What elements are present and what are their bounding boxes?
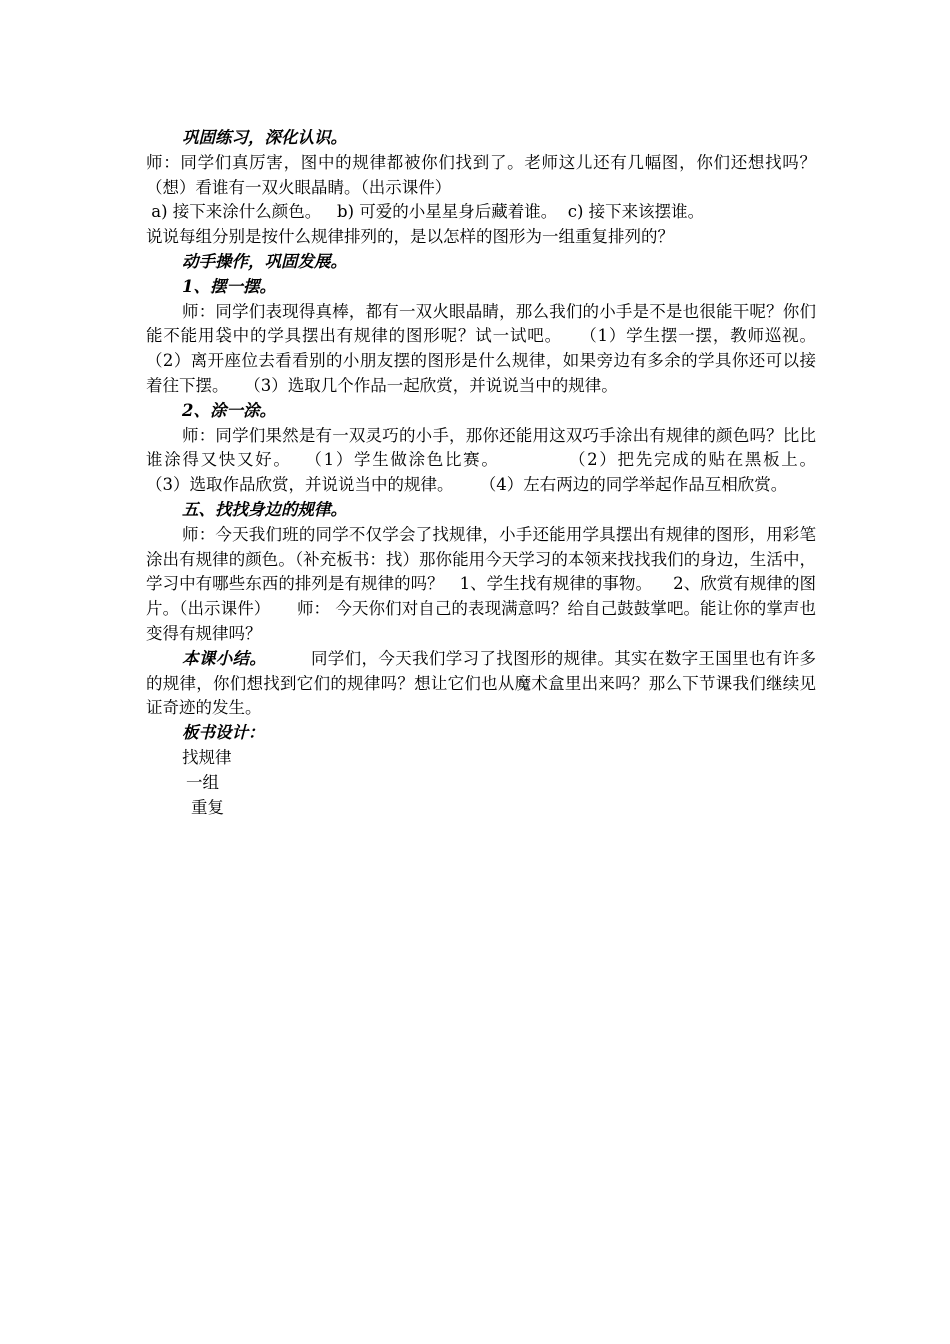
paragraph-find-patterns: 师：今天我们班的同学不仅学会了找规律，小手还能用学具摆出有规律的图形，用彩笔涂出有规律的颜色。（补充板书：找）那你能用今天学习的本领来找找我们的身边，生活中，学习中有哪些东西的排列是有规律的吗？ 1、学生找有规律的事物。 2、欣赏有规律的图片。（出示课件） 师： 今天你们对自己的表现满意吗？给自己鼓鼓掌吧。能让你的掌声也变得有规律吗？ [146,524,816,643]
section-heading-hands-on: 动手操作，巩固发展。 [182,251,347,271]
paragraph-question: 说说每组分别是按什么规律排列的，是以怎样的图形为一组重复排列的？ [146,227,674,247]
board-item-group: 一组 [186,772,219,792]
subheading-arrange: 1、摆一摆。 [182,276,276,296]
board-item-repeat: 重复 [191,797,224,817]
board-design-heading: 板书设计： [182,723,265,743]
paragraph-teacher-intro: 师：同学们真厉害，图中的规律都被你们找到了。老师这儿还有几幅图，你们还想找吗？（想）看谁有一双火眼晶睛。（出示课件） [146,152,816,197]
paragraph-color: 师：同学们果然是有一双灵巧的小手，那你还能用这双巧手涂出有规律的颜色吗？比比谁涂得又快又好。 （1）学生做涂色比赛。 （2）把先完成的贴在黑板上。 （3）选取作品欣赏，并说说当中的规律。 （4）左右两边的同学举起作品互相欣赏。 [146,425,858,495]
paragraph-arrange: 师：同学们表现得真棒，都有一双火眼晶睛，那么我们的小手是不是也很能干呢？你们能不能用袋中的学具摆出有规律的图形呢？试一试吧。 （1）学生摆一摆，教师巡视。 （2）离开座位去看看别的小朋友摆的图形是什么规律，如果旁边有多余的学具你还可以接着往下摆。 （3）选取几个作品一起欣赏，并说说当中的规律。 [146,301,832,395]
section-heading-consolidate: 巩固练习，深化认识。 [182,128,347,147]
subheading-color: 2、涂一涂。 [182,400,276,420]
board-item-find-pattern: 找规律 [182,747,232,767]
paragraph-summary [146,647,816,721]
paragraph-options: a) 接下来涂什么颜色。 b) 可爱的小星星身后藏着谁。 c) 接下来该摆谁。 [146,202,705,222]
section-heading-find-patterns: 五、找找身边的规律。 [182,499,347,519]
document-page [146,126,858,820]
summary-text: 同学们，今天我们学习了找图形的规律。其实在数字王国里也有许多的规律，你们想找到它们的规律吗？想让它们也从魔术盒里出来吗？那么下节课我们继续见证奇迹的发生。 [146,648,816,718]
summary-heading: 本课小结。 [182,648,267,668]
